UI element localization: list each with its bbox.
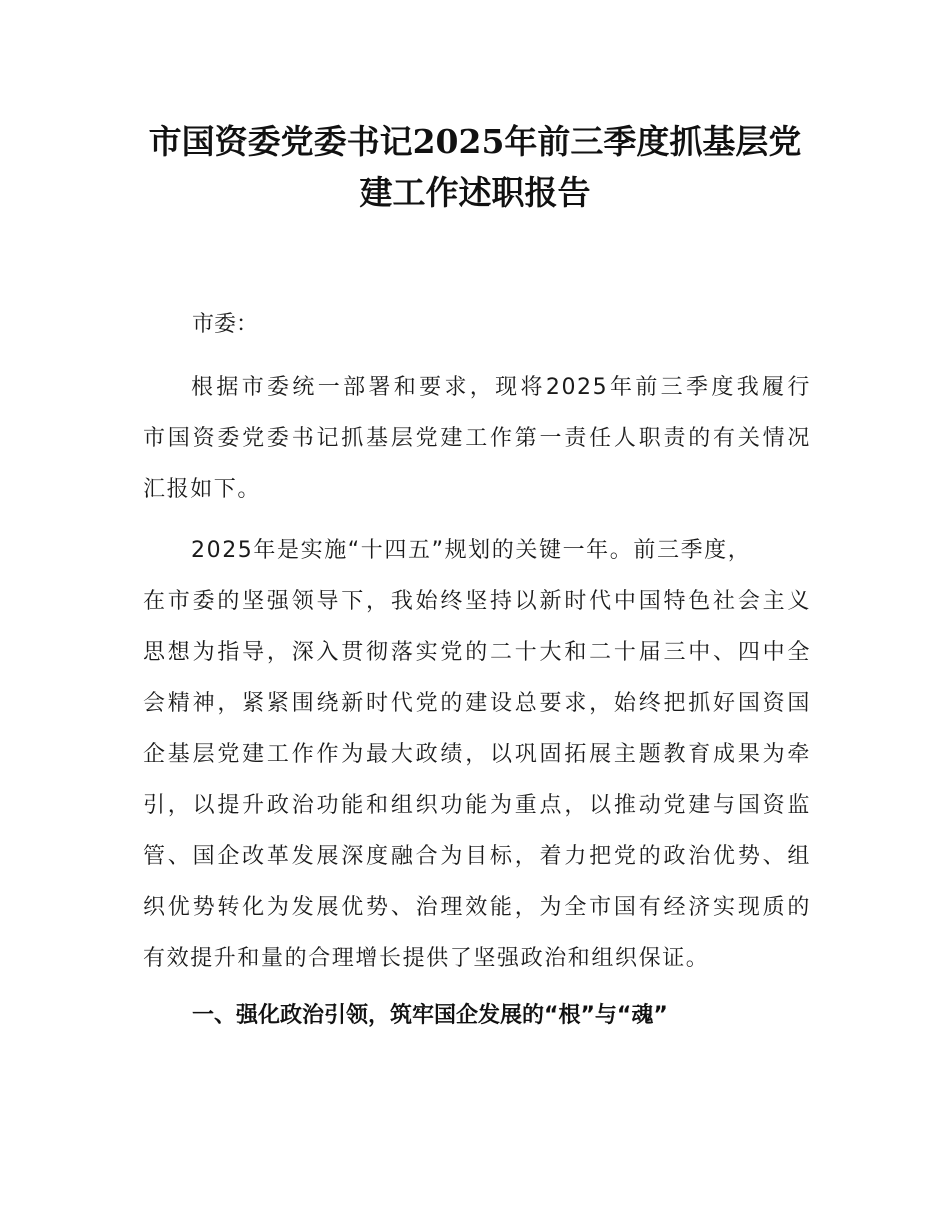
section-heading-1: 一、强化政治引领，筑牢国企发展的“根”与“魂” bbox=[192, 1003, 668, 1028]
paragraph-line: 2025年是实施“十四五”规划的关键一年。前三季度， bbox=[191, 538, 752, 563]
document-title bbox=[120, 116, 830, 218]
title-line-1: 市国资委党委书记2025年前三季度抓基层党 bbox=[148, 122, 802, 161]
paragraph-line: 织优势转化为发展优势、治理效能，为全市国有经济实现质的 bbox=[143, 895, 811, 920]
paragraph-line: 管、国企改革发展深度融合为目标，着力把党的政治优势、组 bbox=[143, 844, 811, 869]
paragraph-line: 企基层党建工作作为最大政绩，以巩固拓展主题教育成果为牵 bbox=[143, 742, 811, 767]
paragraph-line: 引，以提升政治功能和组织功能为重点，以推动党建与国资监 bbox=[143, 793, 811, 818]
paragraph-line: 在市委的坚强领导下，我始终坚持以新时代中国特色社会主义 bbox=[143, 589, 811, 614]
paragraph-intro bbox=[143, 374, 811, 527]
title-line-2: 建工作述职报告 bbox=[359, 173, 591, 212]
paragraph-line: 会精神，紧紧围绕新时代党的建设总要求，始终把抓好国资国 bbox=[143, 691, 811, 716]
paragraph-line: 根据市委统一部署和要求，现将2025年前三季度我履行 bbox=[191, 375, 811, 400]
salutation: 市委： bbox=[192, 312, 259, 337]
paragraph-line: 有效提升和量的合理增长提供了坚强政治和组织保证。 bbox=[143, 946, 710, 971]
paragraph-line: 市国资委党委书记抓基层党建工作第一责任人职责的有关情况 bbox=[143, 426, 811, 451]
paragraph-line: 思想为指导，深入贯彻落实党的二十大和二十届三中、四中全 bbox=[143, 640, 811, 665]
paragraph-line: 汇报如下。 bbox=[143, 477, 262, 502]
paragraph-overview bbox=[143, 537, 811, 996]
